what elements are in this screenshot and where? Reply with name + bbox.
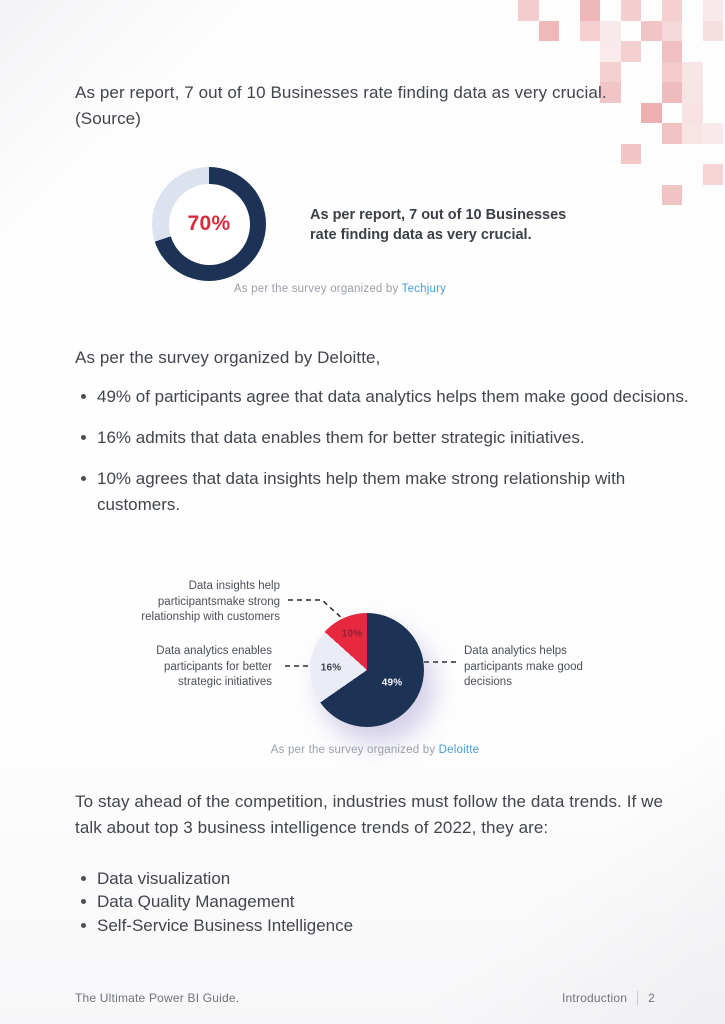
mosaic-square	[600, 21, 621, 42]
donut-caption	[75, 283, 605, 295]
donut-side-text-line1: As per report, 7 out of 10 Businesses	[310, 207, 567, 223]
trends-bullet-list	[75, 867, 675, 937]
footer-book-title: The Ultimate Power BI Guide.	[75, 991, 240, 1005]
donut-side-text	[310, 205, 566, 245]
mosaic-square	[600, 41, 621, 62]
mosaic-square	[518, 0, 539, 21]
bullet-dot	[81, 899, 86, 904]
pie-chart-figure	[0, 578, 725, 750]
mosaic-square	[682, 62, 703, 83]
pie-label-decisions: Data analytics helps participants make good decisions	[464, 645, 583, 688]
footer-divider	[637, 991, 638, 1005]
list-item	[75, 914, 675, 937]
bullet-text: 49% of participants agree that data analytics helps them make good decisions.	[97, 387, 689, 406]
bullet-dot	[81, 476, 86, 481]
source-link[interactable]: (Source)	[75, 109, 141, 128]
page-heading	[75, 80, 695, 132]
mosaic-square	[580, 21, 601, 42]
trends-paragraph: To stay ahead of the competition, industries must follow the data trends. If we talk about top 3 business intelligence trends of 2022, they are:	[75, 792, 664, 837]
pie-caption	[75, 744, 675, 756]
bullet-dot	[81, 435, 86, 440]
mosaic-square	[662, 41, 683, 62]
pie-label-strategic: Data analytics enables participants for better strategic initiatives	[156, 645, 272, 688]
pie-slice-value-red: 10%	[341, 628, 363, 640]
mosaic-square	[600, 62, 621, 83]
donut-hole	[169, 184, 250, 265]
donut-caption-text: As per the survey organized by	[233, 283, 399, 295]
mosaic-square	[662, 21, 683, 42]
survey-intro: As per the survey organized by Deloitte,	[75, 348, 381, 367]
pie-chart	[310, 613, 424, 727]
page-footer	[75, 991, 655, 1005]
footer-page-number: 2	[648, 991, 655, 1005]
list-item	[75, 425, 693, 451]
mosaic-square	[621, 0, 642, 21]
bullet-dot	[81, 876, 86, 881]
heading-text: As per report, 7 out of 10 Businesses rate finding data as very crucial.	[75, 83, 607, 102]
list-item	[75, 384, 693, 410]
bullet-text: 16% admits that data enables them for better strategic initiatives.	[97, 428, 585, 447]
mosaic-square	[703, 123, 724, 144]
donut-chart	[152, 167, 266, 281]
list-item	[75, 867, 675, 890]
list-item	[75, 466, 693, 518]
mosaic-square	[641, 21, 662, 42]
survey-bullet-list	[75, 384, 693, 533]
mosaic-square	[703, 0, 724, 21]
mosaic-square	[662, 62, 683, 83]
pie-slice-value-navy: 49%	[381, 677, 403, 689]
mosaic-square	[621, 41, 642, 62]
donut-percent-label: 70%	[187, 212, 231, 235]
bullet-text: Data visualization	[97, 869, 231, 888]
donut-side-text-line2: rate finding data as very crucial.	[310, 227, 532, 243]
footer-section-name: Introduction	[562, 991, 628, 1005]
list-item	[75, 890, 675, 913]
bullet-text: Data Quality Management	[97, 892, 295, 912]
techjury-link[interactable]: Techjury	[401, 283, 447, 295]
mosaic-square	[662, 0, 683, 21]
bullet-text: Self-Service Business Intelligence	[97, 915, 354, 935]
pie-label-insights: Data insights help participantsmake strong relationship with customers	[141, 580, 280, 623]
bullet-text: 10% agrees that data insights help them make strong relationship with customers.	[97, 469, 626, 514]
pie-caption-text: As per the survey organized by	[270, 744, 436, 756]
footer-right-group	[562, 991, 655, 1005]
mosaic-square	[539, 21, 560, 42]
bullet-dot	[81, 394, 86, 399]
pie-slice-value-lavender: 16%	[320, 662, 342, 674]
mosaic-square	[703, 21, 724, 42]
mosaic-square	[580, 0, 601, 21]
deloitte-link[interactable]: Deloitte	[438, 744, 480, 756]
mosaic-square	[621, 144, 642, 165]
bullet-dot	[81, 923, 86, 928]
donut-chart-figure	[0, 167, 725, 285]
